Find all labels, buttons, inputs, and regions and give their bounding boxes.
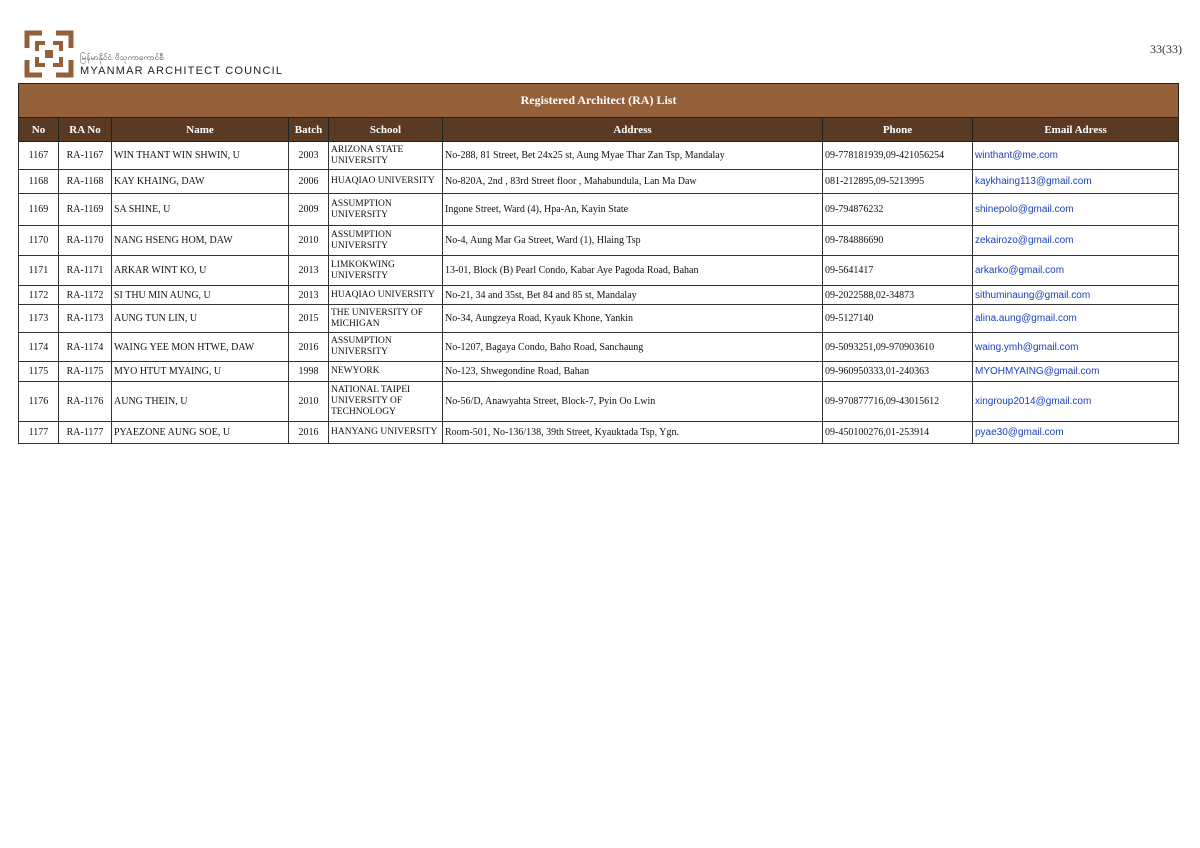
cell-no: 1175 (19, 362, 59, 382)
cell-address: Ingone Street, Ward (4), Hpa-An, Kayin State (443, 194, 823, 226)
column-header-ra-no: RA No (59, 118, 112, 142)
table-row (19, 170, 1179, 194)
cell-school: ASSUMPTION UNIVERSITY (329, 333, 443, 362)
column-header-batch: Batch (289, 118, 329, 142)
cell-email-link[interactable]: xingroup2014@gmail.com (973, 382, 1179, 422)
cell-no: 1168 (19, 170, 59, 194)
cell-no: 1167 (19, 142, 59, 170)
cell-school: ARIZONA STATE UNIVERSITY (329, 142, 443, 170)
cell-phone: 09-970877716,09-43015612 (823, 382, 973, 422)
column-header-school: School (329, 118, 443, 142)
cell-no: 1174 (19, 333, 59, 362)
table-row (19, 286, 1179, 305)
cell-school: NATIONAL TAIPEI UNIVERSITY OF TECHNOLOGY (329, 382, 443, 422)
cell-batch: 2006 (289, 170, 329, 194)
column-header-no: No (19, 118, 59, 142)
cell-email-link[interactable]: zekairozo@gmail.com (973, 226, 1179, 256)
cell-phone: 081-212895,09-5213995 (823, 170, 973, 194)
cell-batch: 2015 (289, 305, 329, 333)
table-row (19, 226, 1179, 256)
cell-school: ASSUMPTION UNIVERSITY (329, 226, 443, 256)
table-row (19, 194, 1179, 226)
cell-ra-no: RA-1169 (59, 194, 112, 226)
cell-address: No-56/D, Anawyahta Street, Block-7, Pyin Oo Lwin (443, 382, 823, 422)
cell-phone: 09-784886690 (823, 226, 973, 256)
cell-name: ARKAR WINT KO, U (112, 256, 289, 286)
cell-no: 1169 (19, 194, 59, 226)
cell-ra-no: RA-1170 (59, 226, 112, 256)
cell-no: 1176 (19, 382, 59, 422)
org-title (80, 52, 283, 77)
cell-address: 13-01, Block (B) Pearl Condo, Kabar Aye Pagoda Road, Bahan (443, 256, 823, 286)
cell-batch: 2016 (289, 422, 329, 444)
cell-email-link[interactable]: kaykhaing113@gmail.com (973, 170, 1179, 194)
cell-batch: 2010 (289, 226, 329, 256)
cell-phone: 09-450100276,01-253914 (823, 422, 973, 444)
cell-ra-no: RA-1175 (59, 362, 112, 382)
table-row (19, 422, 1179, 444)
cell-name: MYO HTUT MYAING, U (112, 362, 289, 382)
cell-name: AUNG THEIN, U (112, 382, 289, 422)
cell-batch: 2009 (289, 194, 329, 226)
cell-address: No-1207, Bagaya Condo, Baho Road, Sanchaung (443, 333, 823, 362)
cell-ra-no: RA-1172 (59, 286, 112, 305)
column-header-name: Name (112, 118, 289, 142)
cell-phone: 09-778181939,09-421056254 (823, 142, 973, 170)
table-row (19, 142, 1179, 170)
page-header (24, 30, 283, 78)
table-row (19, 305, 1179, 333)
org-name: MYANMAR ARCHITECT COUNCIL (80, 65, 284, 77)
cell-name: NANG HSENG HOM, DAW (112, 226, 289, 256)
cell-ra-no: RA-1173 (59, 305, 112, 333)
cell-email-link[interactable]: waing.ymh@gmail.com (973, 333, 1179, 362)
cell-batch: 2003 (289, 142, 329, 170)
cell-name: AUNG TUN LIN, U (112, 305, 289, 333)
cell-ra-no: RA-1171 (59, 256, 112, 286)
cell-school: HANYANG UNIVERSITY (329, 422, 443, 444)
column-header-phone: Phone (823, 118, 973, 142)
cell-school: ASSUMPTION UNIVERSITY (329, 194, 443, 226)
cell-address: No-288, 81 Street, Bet 24x25 st, Aung Myae Thar Zan Tsp, Mandalay (443, 142, 823, 170)
cell-school: THE UNIVERSITY OF MICHIGAN (329, 305, 443, 333)
cell-ra-no: RA-1168 (59, 170, 112, 194)
cell-batch: 2013 (289, 286, 329, 305)
cell-phone: 09-5127140 (823, 305, 973, 333)
cell-name: SI THU MIN AUNG, U (112, 286, 289, 305)
cell-name: WIN THANT WIN SHWIN, U (112, 142, 289, 170)
cell-phone: 09-794876232 (823, 194, 973, 226)
cell-school: HUAQIAO UNIVERSITY (329, 286, 443, 305)
cell-address: No-820A, 2nd , 83rd Street floor , Mahabundula, Lan Ma Daw (443, 170, 823, 194)
cell-phone: 09-2022588,02-34873 (823, 286, 973, 305)
table-row (19, 256, 1179, 286)
cell-name: KAY KHAING, DAW (112, 170, 289, 194)
table-header-row (19, 118, 1179, 142)
cell-ra-no: RA-1177 (59, 422, 112, 444)
table-title: Registered Architect (RA) List (19, 84, 1179, 118)
cell-batch: 2013 (289, 256, 329, 286)
cell-email-link[interactable]: pyae30@gmail.com (973, 422, 1179, 444)
cell-address: Room-501, No-136/138, 39th Street, Kyauktada Tsp, Ygn. (443, 422, 823, 444)
cell-address: No-123, Shwegondine Road, Bahan (443, 362, 823, 382)
org-native-name: မြန်မာနိုင်ငံ ဗိသုကာကောင်စီ (80, 53, 164, 62)
cell-school: LIMKOKWING UNIVERSITY (329, 256, 443, 286)
cell-name: PYAEZONE AUNG SOE, U (112, 422, 289, 444)
cell-batch: 1998 (289, 362, 329, 382)
cell-name: SA SHINE, U (112, 194, 289, 226)
cell-ra-no: RA-1176 (59, 382, 112, 422)
cell-ra-no: RA-1167 (59, 142, 112, 170)
cell-email-link[interactable]: shinepolo@gmail.com (973, 194, 1179, 226)
ra-list-table (18, 83, 1179, 444)
cell-email-link[interactable]: arkarko@gmail.com (973, 256, 1179, 286)
ra-list-table-container (18, 83, 1178, 444)
cell-school: NEWYORK (329, 362, 443, 382)
table-row (19, 382, 1179, 422)
cell-no: 1170 (19, 226, 59, 256)
cell-no: 1172 (19, 286, 59, 305)
column-header-email: Email Adress (973, 118, 1179, 142)
cell-phone: 09-960950333,01-240363 (823, 362, 973, 382)
cell-school: HUAQIAO UNIVERSITY (329, 170, 443, 194)
cell-email-link[interactable]: alina.aung@gmail.com (973, 305, 1179, 333)
cell-no: 1173 (19, 305, 59, 333)
cell-name: WAING YEE MON HTWE, DAW (112, 333, 289, 362)
cell-no: 1171 (19, 256, 59, 286)
council-logo-icon (24, 30, 74, 78)
cell-email-link[interactable]: winthant@me.com (973, 142, 1179, 170)
cell-batch: 2010 (289, 382, 329, 422)
column-header-address: Address (443, 118, 823, 142)
page-number: 33(33) (1150, 42, 1182, 56)
cell-ra-no: RA-1174 (59, 333, 112, 362)
cell-address: No-34, Aungzeya Road, Kyauk Khone, Yankin (443, 305, 823, 333)
cell-batch: 2016 (289, 333, 329, 362)
cell-phone: 09-5641417 (823, 256, 973, 286)
cell-phone: 09-5093251,09-970903610 (823, 333, 973, 362)
table-row (19, 333, 1179, 362)
table-row (19, 362, 1179, 382)
cell-address: No-4, Aung Mar Ga Street, Ward (1), Hlaing Tsp (443, 226, 823, 256)
cell-no: 1177 (19, 422, 59, 444)
cell-email-link[interactable]: sithuminaung@gmail.com (973, 286, 1179, 305)
cell-address: No-21, 34 and 35st, Bet 84 and 85 st, Mandalay (443, 286, 823, 305)
cell-email-link[interactable]: MYOHMYAING@gmail.com (973, 362, 1179, 382)
